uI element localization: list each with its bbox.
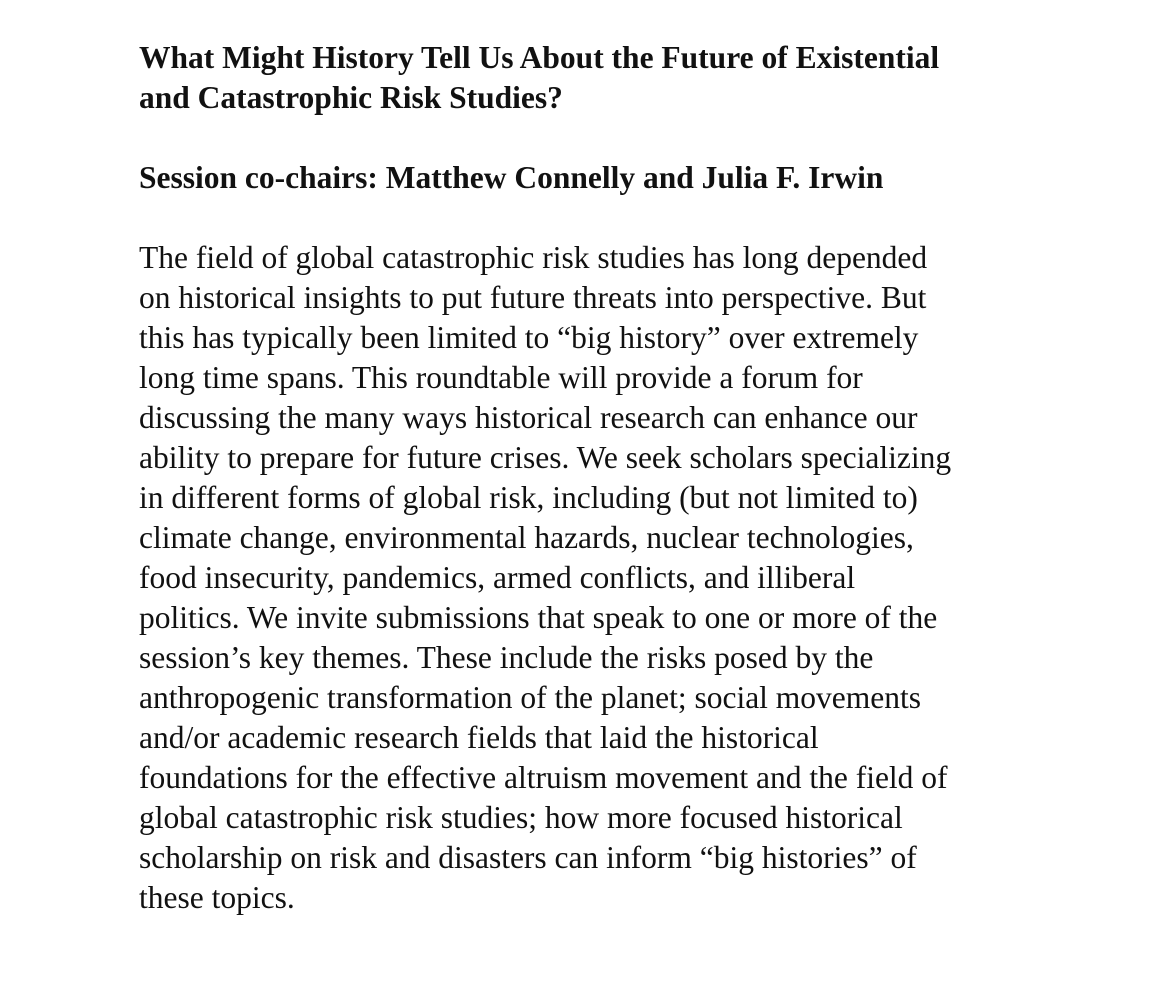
body-line: session’s key themes. These include the risks posed by the [139,640,874,675]
body-line: food insecurity, pandemics, armed conflicts, and illiberal [139,560,856,595]
document-title [139,38,1039,118]
title-line: and Catastrophic Risk Studies? [139,80,563,115]
session-description [139,238,1039,918]
body-line: discussing the many ways historical research can enhance our [139,400,918,435]
body-line: ability to prepare for future crises. We seek scholars specializing [139,440,952,475]
body-line: climate change, environmental hazards, nuclear technologies, [139,520,914,555]
body-line: politics. We invite submissions that speak to one or more of the [139,600,938,635]
title-line: What Might History Tell Us About the Future of Existential [139,40,940,75]
body-line: these topics. [139,880,295,915]
body-line: scholarship on risk and disasters can inform “big histories” of [139,840,917,875]
body-line: in different forms of global risk, including (but not limited to) [139,480,918,515]
body-line: long time spans. This roundtable will provide a forum for [139,360,863,395]
body-line: on historical insights to put future threats into perspective. But [139,280,927,315]
session-co-chairs: Session co-chairs: Matthew Connelly and Julia F. Irwin [139,160,884,195]
body-line: foundations for the effective altruism movement and the field of [139,760,948,795]
body-line: this has typically been limited to “big history” over extremely [139,320,919,355]
body-line: global catastrophic risk studies; how more focused historical [139,800,903,835]
body-line: and/or academic research fields that laid the historical [139,720,819,755]
body-line: anthropogenic transformation of the planet; social movements [139,680,922,715]
body-line: The field of global catastrophic risk studies has long depended [139,240,928,275]
document-page [139,38,1039,918]
